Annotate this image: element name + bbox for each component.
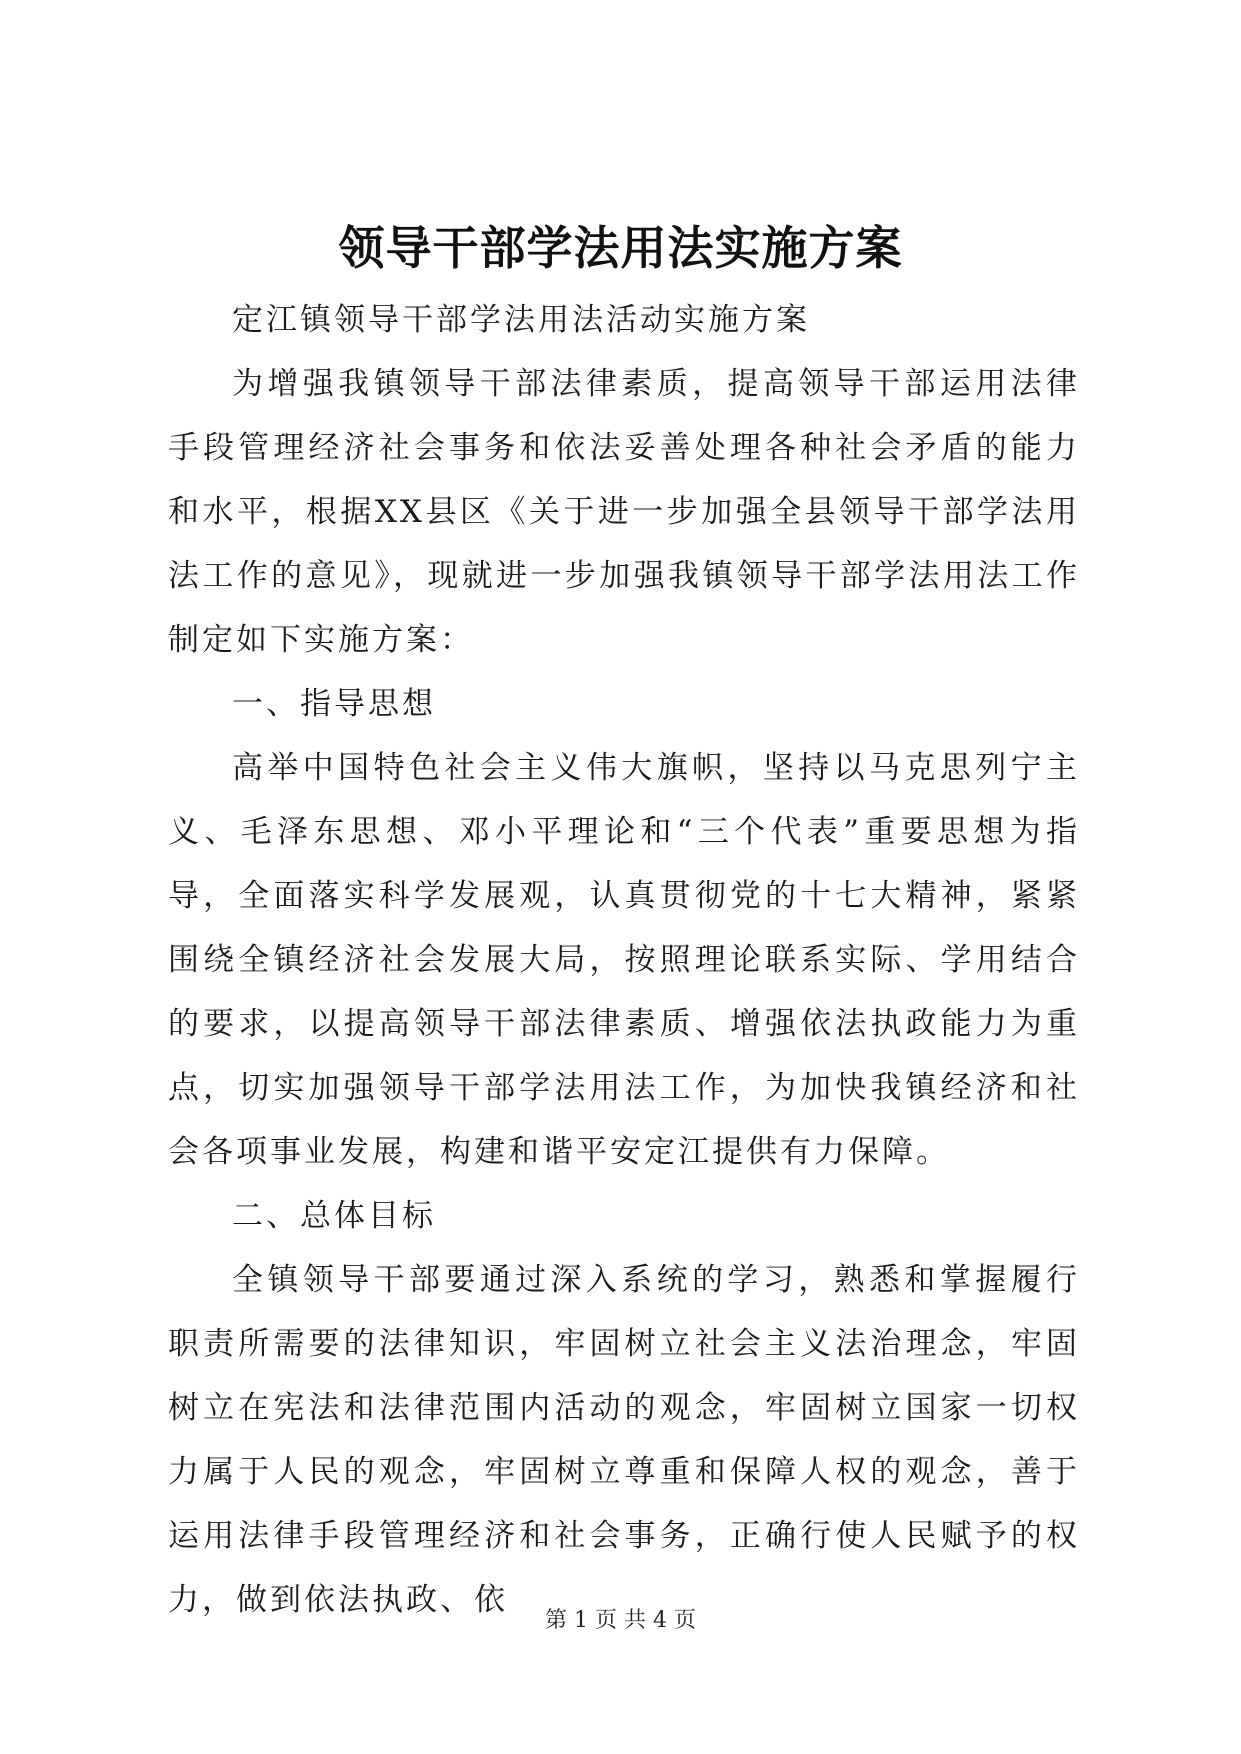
- subtitle-paragraph: 定江镇领导干部学法用法活动实施方案: [232, 302, 810, 338]
- overall-goal-paragraph: 全镇领导干部要通过深入系统的学习，熟悉和掌握履行职责所需要的法律知识，牢固树立社会主义法治理念，牢固树立在宪法和法律范围内活动的观念，牢固树立国家一切权力属于人民的观念，牢固树立尊重和保障人权的观念，善于运用法律手段管理经济和社会事务，正确行使人民赋予的权力，做到依法执政、依: [168, 1262, 1080, 1618]
- document-body: [168, 288, 1080, 1632]
- section-heading-guiding-ideology: 一、指导思想: [232, 686, 436, 722]
- document-title: 领导干部学法用法实施方案: [338, 221, 903, 275]
- intro-paragraph: 为增强我镇领导干部法律素质，提高领导干部运用法律手段管理经济社会事务和依法妥善处理各种社会矛盾的能力和水平，根据XX县区《关于进一步加强全县领导干部学法用法工作的意见》，现就进一步加强我镇领导干部学法用法工作制定如下实施方案：: [168, 366, 1080, 658]
- page-footer: 第 1 页 共 4 页: [545, 1608, 696, 1633]
- guiding-ideology-paragraph: 高举中国特色社会主义伟大旗帜，坚持以马克思列宁主义、毛泽东思想、邓小平理论和“三个代表”重要思想为指导，全面落实科学发展观，认真贯彻党的十七大精神，紧紧围绕全镇经济社会发展大局，按照理论联系实际、学用结合的要求，以提高领导干部法律素质、增强依法执政能力为重点，切实加强领导干部学法用法工作，为加快我镇经济和社会各项事业发展，构建和谐平安定江提供有力保障。: [168, 750, 1080, 1170]
- section-heading-overall-goal: 二、总体目标: [232, 1198, 436, 1234]
